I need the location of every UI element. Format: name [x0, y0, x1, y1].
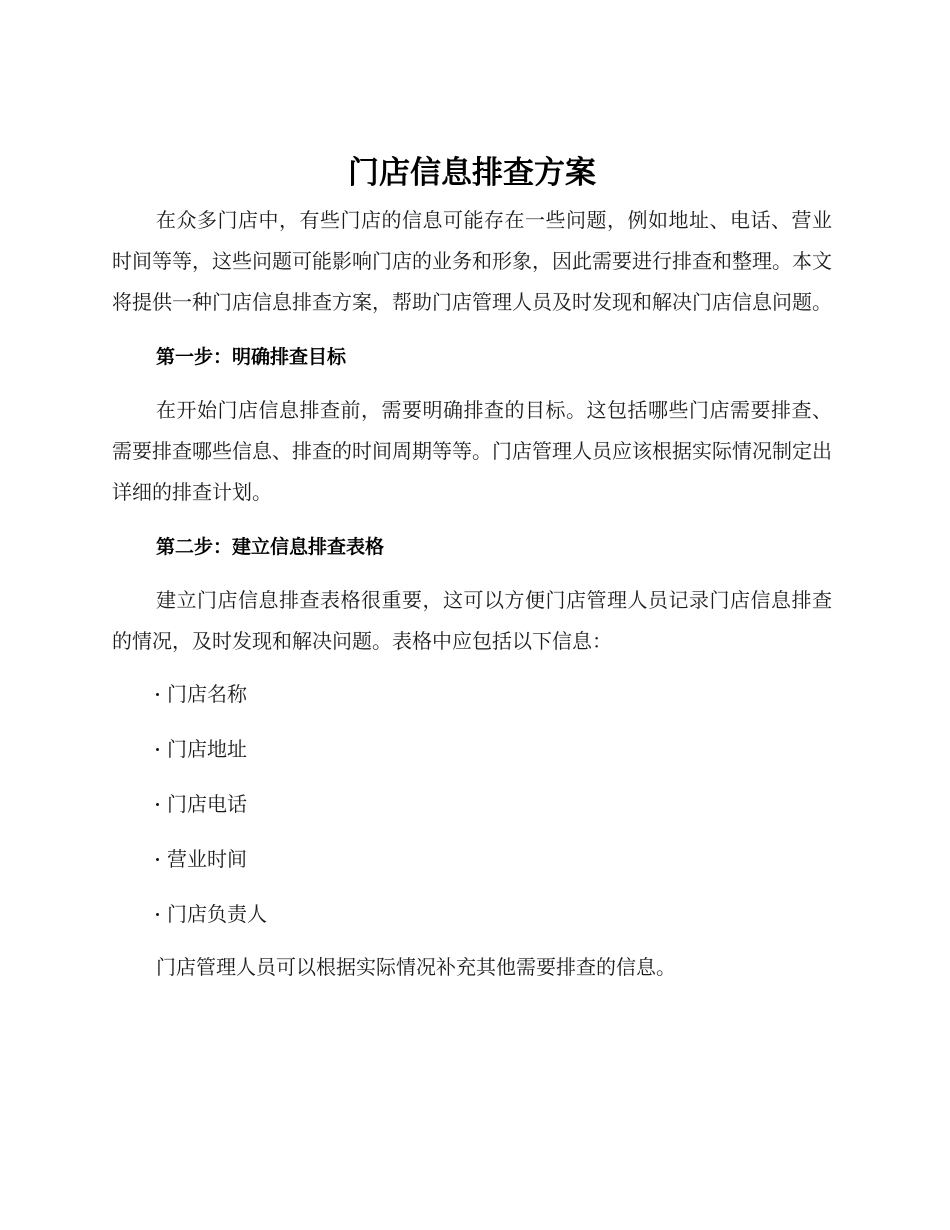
list-item-label: 门店电话 — [167, 792, 247, 816]
document-title: 门店信息排查方案 — [348, 155, 596, 191]
bullet-icon — [156, 803, 159, 806]
list-item-label: 门店负责人 — [167, 902, 267, 926]
step2-paragraph: 建立门店信息排查表格很重要，这可以方便门店管理人员记录门店信息排查的情况，及时发现和解决问题。表格中应包括以下信息： — [112, 588, 832, 653]
list-item-label: 门店地址 — [167, 737, 247, 761]
step2-heading: 第二步：建立信息排查表格 — [156, 536, 385, 558]
document-page — [112, 150, 832, 988]
bullet-icon — [156, 748, 159, 751]
list-item — [156, 729, 832, 770]
closing-paragraph: 门店管理人员可以根据实际情况补充其他需要排查的信息。 — [156, 955, 676, 979]
list-item-label: 门店名称 — [167, 682, 247, 706]
bullet-icon — [156, 693, 159, 696]
step1-heading: 第一步：明确排查目标 — [156, 346, 347, 368]
step1-paragraph: 在开始门店信息排查前，需要明确排查的目标。这包括哪些门店需要排查、需要排查哪些信息、排查的时间周期等等。门店管理人员应该根据实际情况制定出详细的排查计划。 — [112, 398, 832, 504]
list-item — [156, 784, 832, 825]
intro-paragraph: 在众多门店中，有些门店的信息可能存在一些问题，例如地址、电话、营业时间等等，这些问题可能影响门店的业务和形象，因此需要进行排查和整理。本文将提供一种门店信息排查方案，帮助门店管理人员及时发现和解决门店信息问题。 — [112, 208, 832, 314]
list-item-label: 营业时间 — [167, 847, 247, 871]
list-item — [156, 839, 832, 880]
list-item — [156, 674, 832, 715]
info-list — [112, 674, 832, 935]
bullet-icon — [156, 913, 159, 916]
bullet-icon — [156, 858, 159, 861]
list-item — [156, 894, 832, 935]
